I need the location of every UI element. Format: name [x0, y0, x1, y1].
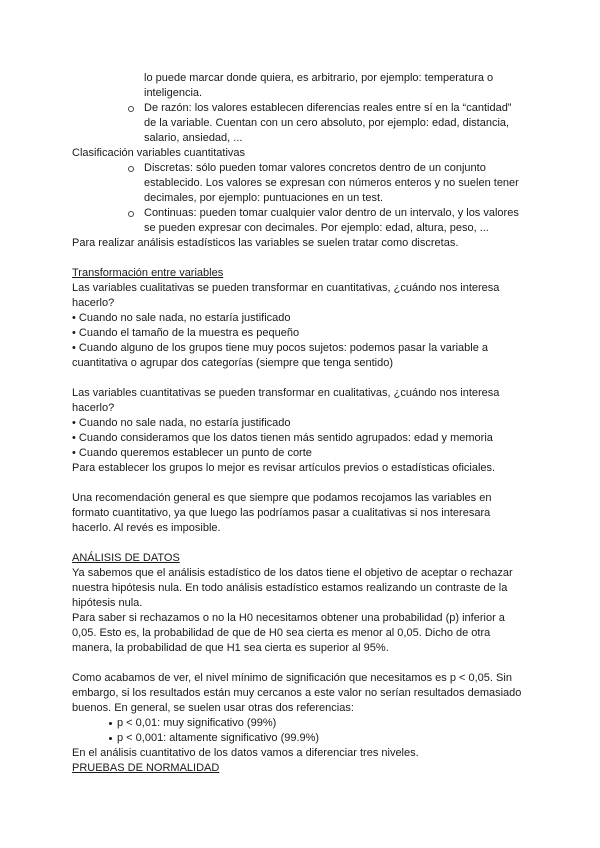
- text-line: Las variables cuantitativas se pueden transformar en cualitativas, ¿cuándo nos interesa: [72, 387, 500, 399]
- text-line: cuantitativa o agrupar dos categorías (siempre que tenga sentido): [72, 357, 394, 369]
- text-line: Para saber si rechazamos o no la H0 necesitamos obtener una probabilidad (p) inferior a: [72, 612, 505, 624]
- text-line: hacerlo?: [72, 402, 115, 414]
- text-line: Como acabamos de ver, el nivel mínimo de significación que necesitamos es p < 0,05. Sin: [72, 672, 512, 684]
- text-line: En el análisis cuantitativo de los datos vamos a diferenciar tres niveles.: [72, 747, 419, 759]
- text-line: salario, ansiedad, ...: [144, 132, 243, 144]
- text-line: Las variables cualitativas se pueden transformar en cuantitativas, ¿cuándo nos interesa: [72, 282, 500, 294]
- list-item: p < 0,001: altamente significativo (99.9%): [117, 732, 320, 744]
- text-line: hacerlo. Al revés es imposible.: [72, 522, 221, 534]
- text-line: Para realizar análisis estadísticos las variables se suelen tratar como discretas.: [72, 237, 459, 249]
- list-item: • Cuando consideramos que los datos tienen más sentido agrupados: edad y memoria: [72, 432, 493, 444]
- text-line: Discretas: sólo pueden tomar valores concretos dentro de un conjunto: [144, 162, 486, 174]
- circle-bullet-icon: [128, 211, 134, 217]
- text-line: hipótesis nula.: [72, 597, 143, 609]
- text-line: de la variable. Cuentan con un cero absoluto, por ejemplo: edad, distancia,: [144, 117, 510, 129]
- text-line: 0,05. Esto es, la probabilidad de que de H0 sea cierta es menor al 0,05. Dicho de otra: [72, 627, 491, 639]
- text-line: establecido. Los valores se expresan con números enteros y no suelen tener: [144, 177, 519, 189]
- text-line: manera, la probabilidad de que H1 sea cierta es superior al 95%.: [72, 642, 389, 654]
- text-line: decimales, por ejemplo: puntuaciones en un test.: [144, 192, 384, 204]
- text-line: inteligencia.: [144, 87, 203, 99]
- text-line: hacerlo?: [72, 297, 115, 309]
- list-item: • Cuando queremos establecer un punto de corte: [72, 447, 312, 459]
- section-heading: Transformación entre variables: [72, 267, 224, 279]
- text-line: De razón: los valores establecen diferencias reales entre sí en la “cantidad”: [144, 102, 512, 114]
- section-heading: PRUEBAS DE NORMALIDAD: [72, 762, 220, 774]
- text-line: Una recomendación general es que siempre que podamos recojamos las variables en: [72, 492, 492, 504]
- text-line: formato cuantitativo, ya que luego las podríamos pasar a cualitativas si nos interesara: [72, 507, 491, 519]
- text-line: Continuas: pueden tomar cualquier valor dentro de un intervalo, y los valores: [144, 207, 519, 219]
- list-item: • Cuando no sale nada, no estaría justificado: [72, 312, 291, 324]
- text-line: buenos. En general, se suelen usar otras dos referencias:: [72, 702, 354, 714]
- list-item: • Cuando alguno de los grupos tiene muy pocos sujetos: podemos pasar la variable a: [72, 342, 488, 354]
- text-line: Para establecer los grupos lo mejor es revisar artículos previos o estadísticas oficiales.: [72, 462, 496, 474]
- text-line: Ya sabemos que el análisis estadístico de los datos tiene el objetivo de aceptar o rechazar: [72, 567, 513, 579]
- circle-bullet-icon: [128, 106, 134, 112]
- text-line: embargo, si los resultados están muy cercanos a este valor no serían resultados demasiado: [72, 687, 522, 699]
- bullet-dot-icon: [109, 722, 112, 725]
- section-heading: ANÁLISIS DE DATOS: [72, 552, 180, 564]
- bullet-dot-icon: [109, 737, 112, 740]
- list-item: p < 0,01: muy significativo (99%): [117, 717, 277, 729]
- text-line: Clasificación variables cuantitativas: [72, 147, 246, 159]
- text-line: nuestra hipótesis nula. En todo análisis estadístico estamos realizando un contraste de la: [72, 582, 508, 594]
- circle-bullet-icon: [128, 166, 134, 172]
- list-item: • Cuando el tamaño de la muestra es pequeño: [72, 327, 300, 339]
- text-line: lo puede marcar donde quiera, es arbitrario, por ejemplo: temperatura o: [144, 72, 494, 84]
- list-item: • Cuando no sale nada, no estaría justificado: [72, 417, 291, 429]
- text-line: se pueden expresar con decimales. Por ejemplo: edad, altura, peso, ...: [144, 222, 489, 234]
